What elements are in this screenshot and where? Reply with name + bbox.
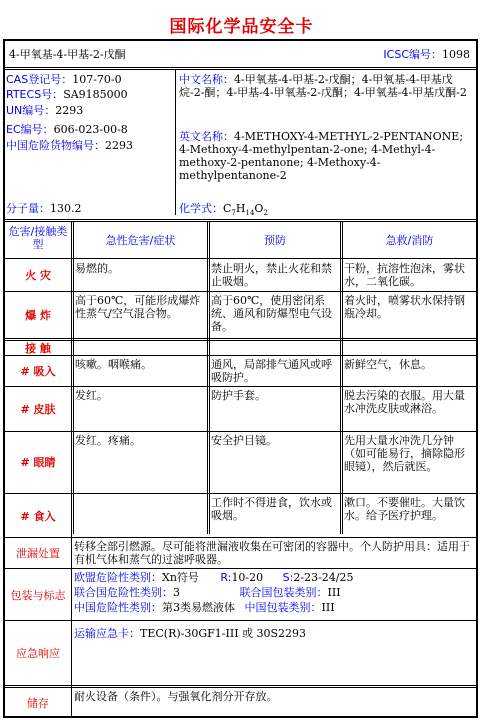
packaging-un-line [74,586,477,599]
row-inhale-prevent: 通风，局部排气通风或呼吸防护。 [211,358,332,384]
cn-pack-label: 中国包装类别： [244,601,322,614]
cas-label: CAS登记号： [6,73,73,86]
row-explosion-aid: 着火时，喷雾状水保持钢瓶冷却。 [344,294,465,320]
packaging-eu-line [74,571,477,584]
cn-dg-label: 中国危险货物编号： [6,139,105,152]
r-phrase-label: R: [220,571,232,584]
un-pack-label: 联合国包装类别： [239,586,328,599]
first-aid-header: 急救/消防 [385,234,434,247]
row-eyes-type: # 眼睛 [20,456,56,469]
chinese-name [179,73,473,99]
row-inhale-acute: 咳嗽。咽喉痛。 [75,358,152,371]
spill-label: 泄漏处置 [16,547,60,560]
icsc-label: ICSC编号： [383,48,442,61]
row-explosion-prevent: 高于60℃，使用密闭系统、通风和防爆型电气设备。 [211,294,332,333]
hazard-type-header: 危害/接触类型 [8,225,68,251]
mw-label: 分子量： [6,202,50,215]
cn-dangerous-goods-number [6,139,174,152]
formula-value: $C_7H_{14}O_2$ [223,202,268,218]
un-value: 2293 [55,104,84,117]
storage-label: 储存 [27,697,49,710]
spill-text: 转移全部引燃源。尽可能将泄漏液收集在可密闭的容器中。个人防护用具：适用于有机气体和蒸气的过滤呼吸器。 [74,540,470,566]
packaging-label: 包装与标志 [10,588,66,602]
eu-class-label: 欧盟危险性类别： [74,571,162,584]
eu-class-value: Xn符号 [162,571,199,584]
acute-hazard-header: 急性危害/症状 [105,234,176,247]
un-class-label: 联合国危险性类别： [74,586,173,599]
molecular-weight [6,202,171,215]
prevention-header: 预防 [264,234,286,247]
un-number [6,104,171,117]
row-ingest-prevent: 工作时不得进食，饮水或吸烟。 [211,496,332,522]
formula-label: 化学式： [179,202,223,215]
icsc-value: 1098 [442,48,470,61]
rtecs-number [6,88,171,101]
row-skin-aid: 脱去污染的衣服。用大量水冲洗皮肤或淋浴。 [344,389,465,415]
s-phrase-label: S: [282,571,294,584]
emergency-card [74,627,477,640]
cn-class-label: 中国危险性类别： [74,601,162,614]
row-ingest-type: # 食入 [20,509,56,523]
row-fire-type: 火 灾 [25,268,51,282]
row-contact-type: 接 触 [25,341,51,355]
row-ingest-aid: 漱口。不要催吐。大量饮水。给予医疗护理。 [344,496,465,522]
ec-value: 606-023-00-8 [53,123,128,136]
row-skin-acute: 发红。 [75,389,108,402]
chinese-name-value: 4-甲氧基-4-甲基-2-戊酮；4-甲氧基-4-甲基戊烷-2-酮；4-甲基-4-甲氧基-2-戊酮；4-甲氧基-4-甲基戊酮-2 [179,73,467,99]
row-skin-prevent: 防护手套。 [211,389,266,402]
emergency-card-value: TEC(R)-30GF1-III 或 30S2293 [140,627,307,640]
row-eyes-acute: 发红。疼痛。 [75,434,141,447]
icsc-number [383,48,470,61]
s-phrase-value: 2-23-24/25 [293,571,354,584]
cn-dg-value: 2293 [105,139,133,152]
cas-value: 107-70-0 [72,73,122,86]
row-inhale-aid: 新鲜空气，休息。 [344,358,432,371]
cas-number [6,73,171,86]
english-name-label: 英文名称： [179,130,234,143]
emergency-label: 应急响应 [16,647,60,660]
un-label: UN编号： [6,104,56,117]
un-class-value: 3 [173,586,180,599]
card-title: 国际化学品安全卡 [169,17,314,37]
row-fire-prevent: 禁止明火，禁止火花和禁止吸烟。 [211,262,332,288]
row-explosion-acute: 高于60℃，可能形成爆炸性蒸气/空气混合物。 [75,294,201,320]
chinese-name-label: 中文名称： [179,73,234,86]
row-inhale-type: # 吸入 [20,364,56,378]
row-explosion-type: 爆 炸 [25,308,51,322]
safety-card [3,39,478,718]
ec-label: EC编号： [6,123,54,136]
ec-number [6,123,171,136]
emergency-card-label: 运输应急卡： [74,627,140,640]
row-eyes-prevent: 安全护目镜。 [211,434,277,447]
row-skin-type: # 皮肤 [20,402,56,416]
english-name [179,130,473,182]
english-name-value: 4-METHOXY-4-METHYL-2-PENTANONE; 4-Methoxy-4-methylpentan-2-one; 4-Methyl-4-methoxy-2-pentanone; 4-Methoxy-4-methylpentanone-2 [179,130,464,182]
mw-value: 130.2 [50,202,82,215]
storage-text: 耐火设备（条件）。与强氧化剂分开存放。 [74,690,278,703]
chemical-formula [179,202,473,220]
row-eyes-aid: 先用大量水冲洗几分钟（如可能易行，摘除隐形眼镜），然后就医。 [344,434,465,473]
chemical-name: 4-甲氧基-4-甲基-2-戊酮 [9,48,126,61]
cn-pack-value: III [321,601,335,614]
rtecs-label: RTECS号： [6,88,64,101]
rtecs-value: SA9185000 [63,88,128,101]
r-phrase-value: 10-20 [231,571,264,584]
un-pack-value: III [327,586,341,599]
row-fire-acute: 易燃的。 [75,262,119,275]
packaging-cn-line [74,601,477,614]
row-fire-aid: 干粉，抗溶性泡沫，雾状水，二氧化碳。 [344,262,465,288]
cn-class-value: 第3类易燃液体 [162,601,235,614]
